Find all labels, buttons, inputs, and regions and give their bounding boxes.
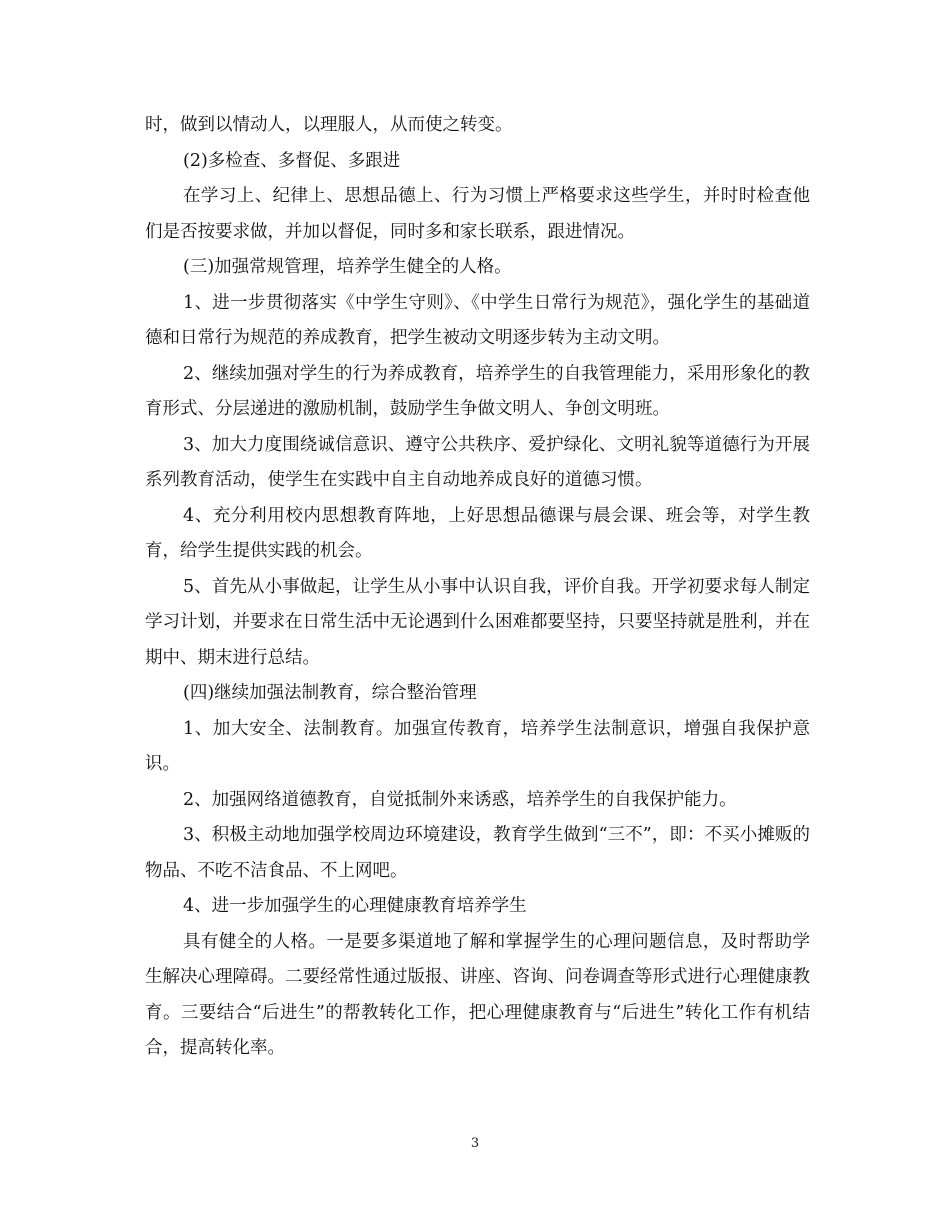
paragraph-1: 时，做到以情动人，以理服人，从而使之转变。 [145, 115, 513, 135]
paragraph-3: 在学习上、纪律上、思想品德上、行为习惯上严格要求这些学生，并时时检查他们是否按要求做，并加以督促，同时多和家长联系，跟进情况。 [145, 186, 810, 242]
page-number: 3 [470, 1136, 480, 1151]
paragraph-5: 1、进一步贯彻落实《中学生守则》、《中学生日常行为规范》，强化学生的基础道德和日常行为规范的养成教育，把学生被动文明逐步转为主动文明。 [145, 292, 810, 348]
paragraph-10: (四)继续加强法制教育，综合整治管理 [183, 683, 477, 703]
paragraph-8: 4、充分利用校内思想教育阵地，上好思想品德课与晨会课、班会等，对学生教育，给学生提供实践的机会。 [145, 505, 810, 561]
paragraph-4: (三)加强常规管理，培养学生健全的人格。 [183, 257, 512, 277]
paragraph-7: 3、加大力度围绕诚信意识、遵守公共秩序、爱护绿化、文明礼貌等道德行为开展系列教育活动，使学生在实践中自主自动地养成良好的道德习惯。 [145, 434, 810, 490]
paragraph-12: 2、加强网络道德教育，自觉抵制外来诱惑，培养学生的自我保护能力。 [183, 789, 737, 810]
paragraph-13: 3、积极主动地加强学校周边环境建设，教育学生做到“三不”，即：不买小摊贩的物品、不吃不洁食品、不上网吧。 [145, 825, 810, 881]
paragraph-6: 2、继续加强对学生的行为养成教育，培养学生的自我管理能力，采用形象化的教育形式、分层递进的激励机制，鼓励学生争做文明人、争创文明班。 [145, 363, 810, 419]
paragraph-14: 4、进一步加强学生的心理健康教育培养学生 [183, 896, 527, 916]
paragraph-9: 5、首先从小事做起，让学生从小事中认识自我，评价自我。开学初要求每人制定学习计划，并要求在日常生活中无论遇到什么困难都要坚持，只要坚持就是胜利，并在期中、期末进行总结。 [145, 576, 810, 668]
document-body [145, 108, 810, 1067]
paragraph-2: (2)多检查、多督促、多跟进 [183, 150, 401, 171]
paragraph-15: 具有健全的人格。一是要多渠道地了解和掌握学生的心理问题信息，及时帮助学生解决心理障碍。二要经常性通过版报、讲座、咨询、问卷调查等形式进行心理健康教育。三要结合“后进生”的帮教转化工作，把心理健康教育与“后进生”转化工作有机结合，提高转化率。 [145, 931, 810, 1058]
paragraph-11: 1、加大安全、法制教育。加强宣传教育，培养学生法制意识，增强自我保护意识。 [145, 718, 810, 774]
